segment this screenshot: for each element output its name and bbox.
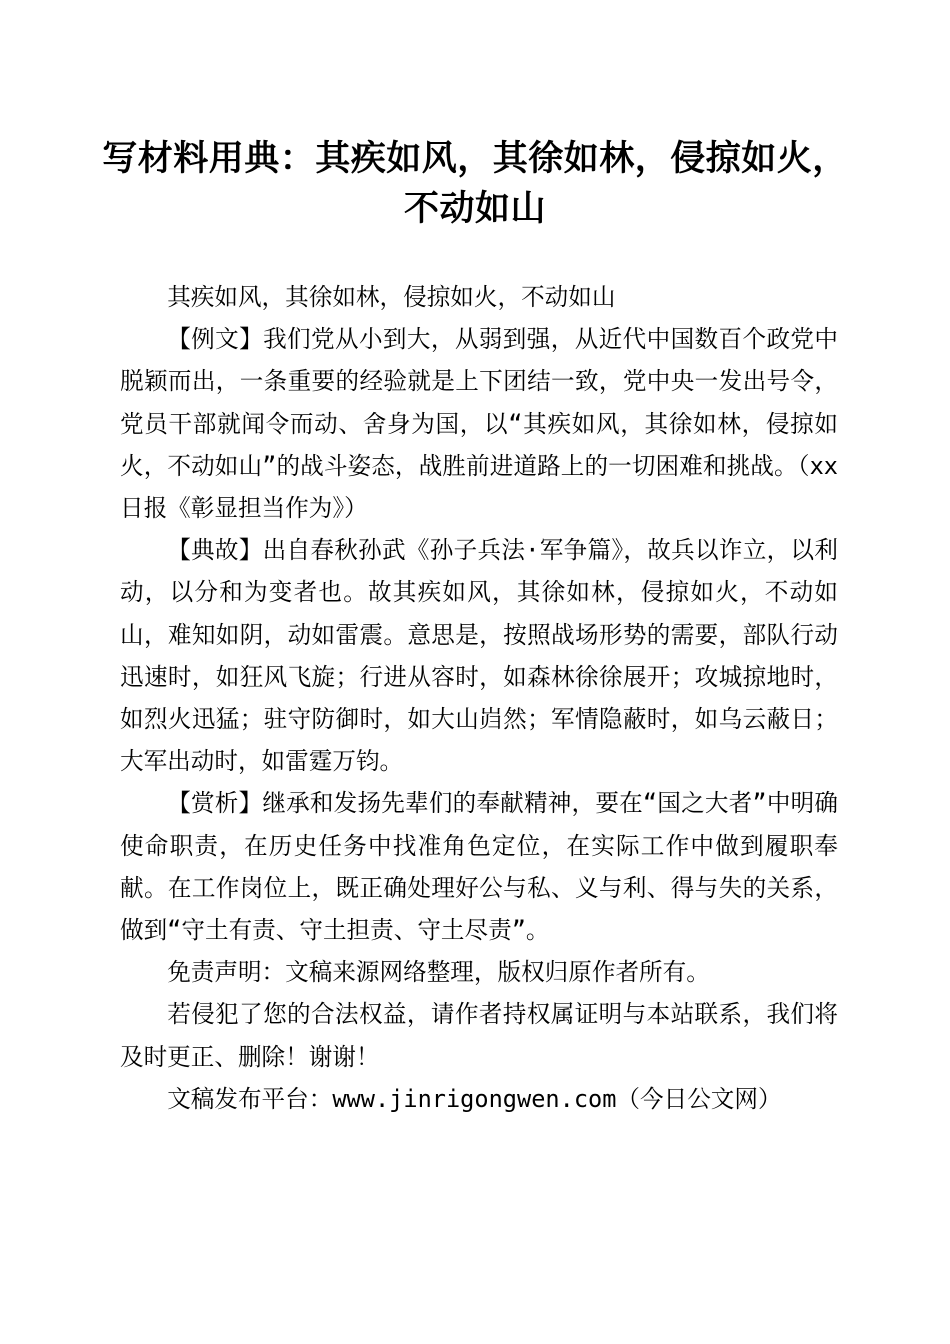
paragraph-disclaimer: 免责声明：文稿来源网络整理，版权归原作者所有。 [167, 958, 710, 987]
paragraph-allusion: 【典故】出自春秋孙武《孙子兵法·军争篇》，故兵以诈立，以利动，以分和为变者也。故其疾如风，其徐如林，侵掠如火，不动如山，难知如阴，动如雷震。意思是，按照战场形势的需要，部队行动迅速时，如狂风飞旋；行进从容时，如森林徐徐展开；攻城掠地时，如烈火迅猛；驻守防御时，如大山岿然；军情隐蔽时，如乌云蔽日；大军出动时，如雷霆万钧。 [120, 536, 838, 776]
paragraph-appreciation: 【赏析】继承和发扬先辈们的奉献精神，要在“国之大者”中明确使命职责，在历史任务中找准角色定位，在实际工作中做到履职奉献。在工作岗位上，既正确处理好公与私、义与利、得与失的关系，做到“守土有责、守土担责、守土尽责”。 [120, 789, 838, 945]
title-line-2: 不动如山 [403, 188, 546, 229]
paragraph-subtitle: 其疾如风，其徐如林，侵掠如火，不动如山 [167, 283, 616, 311]
document-body [120, 276, 838, 1120]
paragraph-platform: 文稿发布平台：www.jinrigongwen.com（今日公文网） [167, 1084, 782, 1113]
paragraph-contact: 若侵犯了您的合法权益，请作者持权属证明与本站联系，我们将及时更正、删除！谢谢！ [120, 1000, 838, 1071]
paragraph-example: 【例文】我们党从小到大，从弱到强，从近代中国数百个政党中脱颖而出，一条重要的经验就是上下团结一致，党中央一发出号令，党员干部就闻令而动、舍身为国，以“其疾如风，其徐如林，侵掠如火，不动如山”的战斗姿态，战胜前进道路上的一切困难和挑战。（xx日报《彰显担当作为》） [120, 325, 838, 523]
document-title [80, 134, 870, 234]
title-line-1: 写材料用典：其疾如风，其徐如林，侵掠如火， [102, 138, 848, 179]
